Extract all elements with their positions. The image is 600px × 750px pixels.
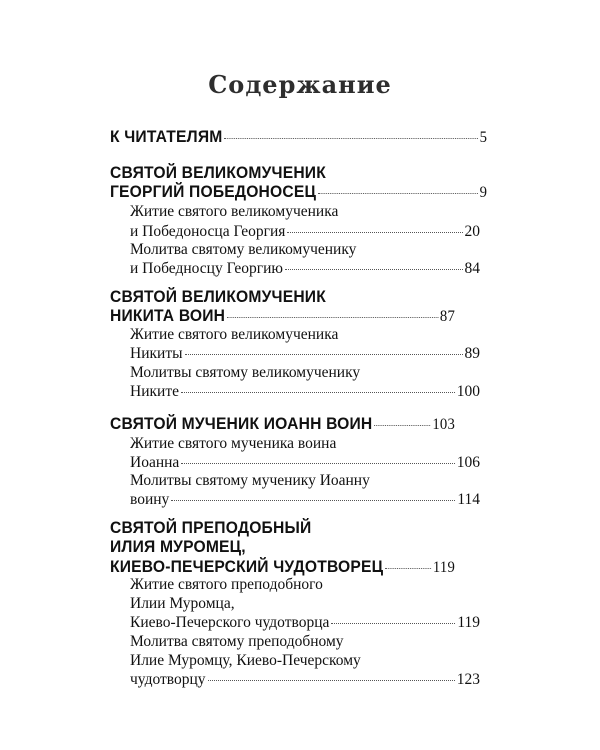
leader-dots — [185, 354, 463, 355]
toc-entry-ilia-life[interactable] — [130, 614, 480, 632]
leader-dots — [318, 193, 478, 194]
toc-page-number: 106 — [456, 454, 480, 471]
leader-dots — [285, 269, 463, 270]
toc-entry-ioann-prayer[interactable] — [130, 491, 480, 509]
toc-entry-line: Иоанна — [130, 454, 180, 471]
section-heading-ilia[interactable] — [110, 557, 455, 577]
toc-entry-line: Илии Муромца, — [130, 595, 235, 612]
toc-entry-nikita-life[interactable] — [130, 345, 480, 363]
toc-entry-line: Киево-Печерского чудотворца — [130, 614, 330, 631]
leader-dots — [181, 463, 454, 464]
toc-entry-line: Житие святого великомученика — [130, 203, 339, 220]
leader-dots — [181, 392, 455, 393]
leader-dots — [227, 317, 438, 318]
toc-page-number: 103 — [432, 416, 455, 433]
toc-page-number: 89 — [464, 345, 480, 362]
section-heading-line: СВЯТОЙ ВЕЛИКОМУЧЕНИК — [110, 163, 326, 182]
toc-page-number: 5 — [479, 129, 488, 146]
section-heading-line: КИЕВО-ПЕЧЕРСКИЙ ЧУДОТВОРЕЦ — [110, 557, 384, 576]
toc-entry-line: Никиты — [130, 345, 183, 362]
page-title: Содержание — [208, 70, 392, 99]
leader-dots — [224, 138, 478, 139]
toc-page-number: 84 — [464, 260, 480, 277]
toc-page-number: 123 — [456, 671, 480, 688]
section-heading-line: ГЕОРГИЙ ПОБЕДОНОСЕЦ — [110, 182, 317, 201]
toc-entry-ilia-prayer[interactable] — [130, 671, 480, 689]
section-heading-line: НИКИТА ВОИН — [110, 306, 226, 325]
leader-dots — [385, 568, 431, 569]
toc-page-number: 119 — [432, 559, 455, 576]
leader-dots — [374, 425, 430, 426]
toc-entry-line: Житие святого преподобного — [130, 576, 323, 593]
toc-page-number: 100 — [456, 383, 480, 400]
section-heading-nikita[interactable] — [110, 306, 455, 326]
section-heading-ioann[interactable] — [110, 414, 455, 434]
toc-entry-label: К ЧИТАТЕЛЯМ — [110, 127, 223, 146]
toc-entry-line: и Победносцу Георгию — [130, 260, 283, 277]
toc-entry-line: Молитвы святому великомученику — [130, 364, 361, 381]
section-heading-george[interactable] — [110, 182, 487, 202]
toc-entry-line: Никите — [130, 383, 179, 400]
toc-page-number: 119 — [457, 614, 480, 631]
section-heading-line: ИЛИЯ МУРОМЕЦ, — [110, 537, 246, 556]
toc-entry-nikita-prayer[interactable] — [130, 383, 480, 401]
toc-entry-ioann-life[interactable] — [130, 454, 480, 472]
toc-entry-george-life[interactable] — [130, 223, 480, 241]
toc-entry-line: Житие святого великомученика — [130, 326, 339, 343]
toc-page-number: 87 — [439, 308, 455, 325]
toc-entry-line: чудотворцу — [130, 671, 206, 688]
toc-page-number: 20 — [464, 223, 480, 240]
leader-dots — [171, 500, 455, 501]
toc-entry-line: Молитвы святому мученику Иоанну — [130, 472, 370, 489]
toc-entry-line: Молитва святому великомученику — [130, 241, 357, 258]
leader-dots — [331, 623, 455, 624]
toc-page-number: 9 — [479, 184, 488, 201]
toc-entry-line: воину — [130, 491, 170, 508]
toc-entry-george-prayer[interactable] — [130, 260, 480, 278]
toc-entry-line: и Победоносца Георгия — [130, 223, 286, 240]
section-heading-line: СВЯТОЙ ВЕЛИКОМУЧЕНИК — [110, 287, 326, 306]
toc-entry-line: Илие Муромцу, Киево-Печерскому — [130, 652, 361, 669]
toc-entry-line: Житие святого мученика воина — [130, 435, 337, 452]
leader-dots — [287, 232, 462, 233]
toc-entry-line: Молитва святому преподобному — [130, 633, 344, 650]
toc-entry-to-reader[interactable] — [110, 127, 487, 147]
leader-dots — [208, 680, 455, 681]
section-heading-line: СВЯТОЙ ПРЕПОДОБНЫЙ — [110, 518, 312, 537]
section-heading-line: СВЯТОЙ МУЧЕНИК ИОАНН ВОИН — [110, 414, 373, 433]
toc-page-number: 114 — [457, 491, 480, 508]
